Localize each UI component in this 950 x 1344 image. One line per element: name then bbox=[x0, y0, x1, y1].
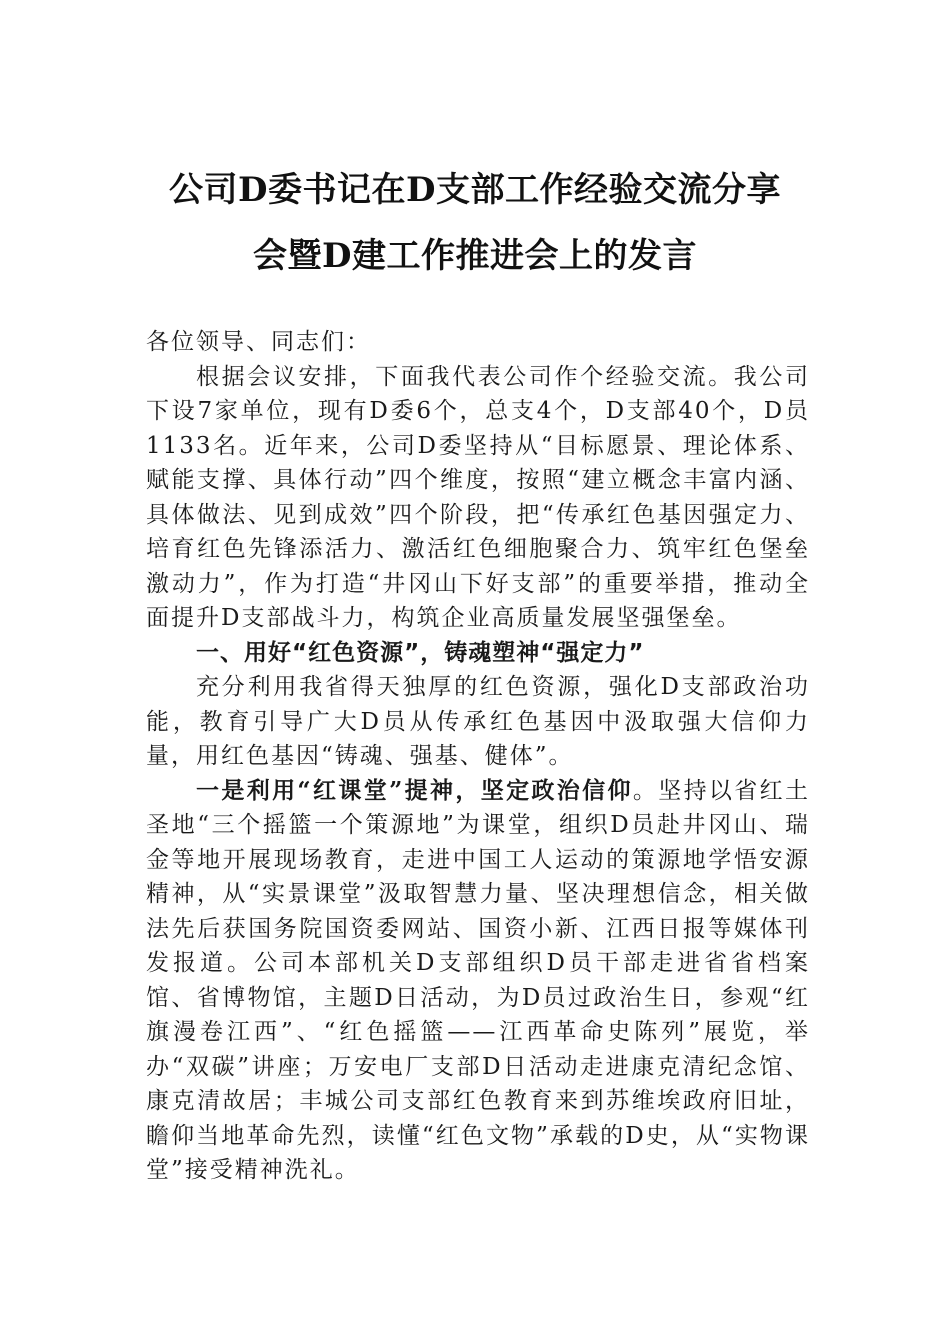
point-1-body: 。坚持以省红土圣地“三个摇篮一个策源地”为课堂，组织D员赴井冈山、瑞金等地开展现场教育，走进中国工人运动的策源地学悟安源精神，从“实景课堂”汲取智慧力量、坚决理想信念，相关做法先后获国务院国资委网站、国资小新、江西日报等媒体刊发报道。公司本部机关D支部组织D员干部走进省省档案馆、省博物馆，主题D日活动，为D员过政治生日，参观“红旗漫卷江西”、“红色摇篮——江西革命史陈列”展览，举办“双碳”讲座；万安电厂支部D日活动走进康克清纪念馆、康克清故居；丰城公司支部红色教育来到苏维埃政府旧址，瞻仰当地革命先烈，读懂“红色文物”承载的D史，从“实物课堂”接受精神洗礼。 bbox=[146, 777, 810, 1183]
paragraph-section-1: 充分利用我省得天独厚的红色资源，强化D支部政治功能，教育引导广大D员从传承红色基因中汲取强大信仰力量，用红色基因“铸魂、强基、健体”。 bbox=[146, 674, 810, 769]
document-body bbox=[146, 325, 810, 1188]
document-title-line-1: 公司D委书记在D支部工作经验交流分享 bbox=[169, 170, 781, 210]
salutation: 各位领导、同志们： bbox=[146, 329, 371, 355]
point-1-lead: 一是利用“红课堂”提神，坚定政治信仰 bbox=[196, 776, 633, 804]
section-heading-1: 一、用好“红色资源”，铸魂塑神“强定力” bbox=[196, 639, 645, 666]
paragraph-intro: 根据会议安排，下面我代表公司作个经验交流。我公司下设7家单位，现有D委6个，总支4个，D支部40个，D员1133名。近年来，公司D委坚持从“目标愿景、理论体系、赋能支撑、具体行动”四个维度，按照“建立概念丰富内涵、具体做法、见到成效”四个阶段，把“传承红色基因强定力、培育红色先锋添活力、激活红色细胞聚合力、筑牢红色堡垒激动力”，作为打造“井冈山下好支部”的重要举措，推动全面提升D支部战斗力，构筑企业高质量发展坚强堡垒。 bbox=[146, 363, 810, 631]
paragraph-point-1 bbox=[146, 774, 810, 1188]
document-title-line-2: 会暨D建工作推进会上的发言 bbox=[253, 236, 697, 276]
